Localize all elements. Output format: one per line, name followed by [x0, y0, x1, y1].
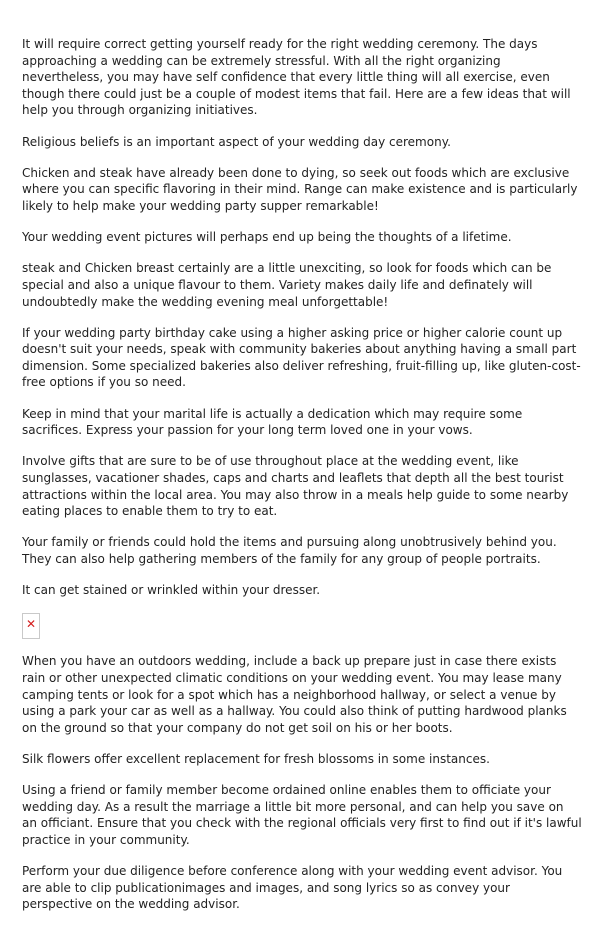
- paragraph: Religious beliefs is an important aspect of your wedding day ceremony.: [22, 134, 451, 149]
- paragraph: Chicken and steak have already been done to dying, so seek out foods which are exclusive where you can specific flavoring in their mind. Range can make existence and is particularly likely to help make your wedding party supper remarkable!: [22, 165, 578, 213]
- paragraph: It can get stained or wrinkled within your dresser.: [22, 583, 321, 598]
- paragraph: Perform your due diligence before conference along with your wedding event advisor. You are able to clip publicationimages and images, and song lyrics so as convey your perspective on the wedding advisor.: [22, 864, 563, 912]
- broken-image-placeholder: [22, 613, 40, 639]
- paragraph: steak and Chicken breast certainly are a little unexciting, so look for foods which can be special and also a unique flavour to them. Variety makes daily life and definately will undoubtedly make the wedding evening meal unforgettable!: [22, 261, 552, 309]
- paragraph: Your wedding event pictures will perhaps end up being the thoughts of a lifetime.: [22, 230, 512, 245]
- paragraph: Silk flowers offer excellent replacement for fresh blossoms in some instances.: [22, 751, 490, 766]
- broken-image-icon: ✕: [26, 617, 37, 632]
- paragraph: Your family or friends could hold the items and pursuing along unobtrusively behind you. They can also help gathering members of the family for any group of people portraits.: [22, 535, 557, 566]
- article-body: [22, 36, 582, 927]
- paragraph: Involve gifts that are sure to be of use throughout place at the wedding event, like sunglasses, vacationer shades, caps and charts and leaflets that depth all the best tourist attractions within the local area. You may also throw in a meals help guide to some nearby eating places to enable them to try to eat.: [22, 454, 569, 519]
- paragraph: When you have an outdoors wedding, include a back up prepare just in case there exists rain or other unexpected climatic conditions on your wedding event. You may lease many camping tents or look for a spot which has a neighborhood hallway, or select a venue by using a park your car as well as a hallway. You could also think of putting hardwood planks on the ground so that your company do not get soil on his or her boots.: [22, 654, 567, 735]
- paragraph: If your wedding party birthday cake using a higher asking price or higher calorie count up doesn't suit your needs, speak with community bakeries about anything having a small part dimension. Some specialized bakeries also deliver refreshing, fruit-filling up, like gluten-cost-free options if you so need.: [22, 325, 581, 390]
- paragraph: It will require correct getting yourself ready for the right wedding ceremony. The days approaching a wedding can be extremely stressful. With all the right organizing nevertheless, you may have self confidence that every little thing will all exercise, even though there could just be a couple of modest items that fail. Here are a few ideas that will help you through organizing initiatives.: [22, 37, 571, 118]
- paragraph: Using a friend or family member become ordained online enables them to officiate your wedding day. As a result the marriage a little bit more personal, and can help you save on an officiant. Ensure that you check with the regional officials very first to find out if it's lawful practice in your community.: [22, 783, 582, 847]
- paragraph: Keep in mind that your marital life is actually a dedication which may require some sacrifices. Express your passion for your long term loved one in your vows.: [22, 406, 523, 438]
